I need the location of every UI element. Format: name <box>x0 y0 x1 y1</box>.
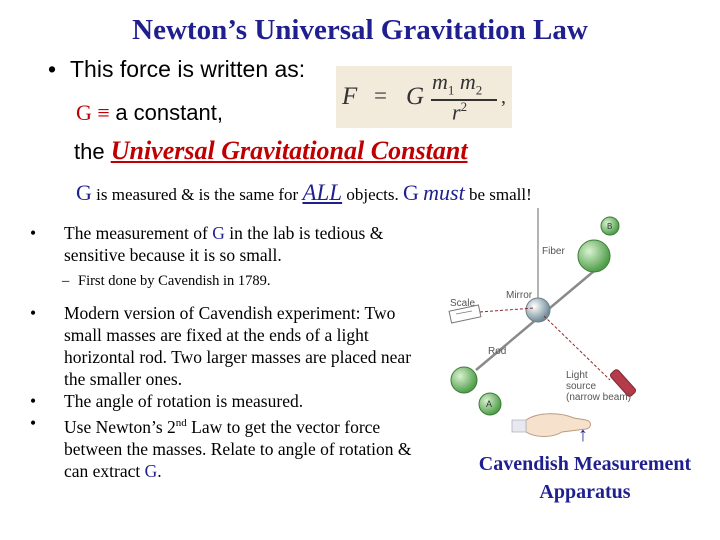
g-symbol-1: G <box>76 180 92 205</box>
label-light-3: (narrow beam) <box>566 392 632 403</box>
sub-list-item <box>30 270 420 292</box>
list-text: The measurement of <box>64 223 208 243</box>
bullet-force-intro <box>48 56 305 83</box>
bullet-marker: • <box>30 303 37 323</box>
mirror <box>526 298 550 322</box>
g-symbol-2: G <box>403 180 419 205</box>
list-item <box>30 412 420 482</box>
ugc-prefix: the <box>74 139 105 164</box>
formula-numerator: $m_1$ $m_2$ <box>432 69 483 98</box>
measured-text-1: is measured & is the same for <box>96 185 299 204</box>
list-item <box>30 222 420 266</box>
large-mass <box>578 240 610 272</box>
formula-comma: , <box>501 86 506 108</box>
label-fiber: Fiber <box>542 246 565 257</box>
ugc-term: Universal Gravitational Constant <box>110 136 468 165</box>
up-arrow-icon: ↑ <box>578 424 588 446</box>
dash-marker: – <box>62 273 70 289</box>
formula-force: F <box>342 83 358 110</box>
label-rod: Rod <box>488 346 507 357</box>
label-mass-a: A <box>486 399 493 409</box>
g-definition-line <box>76 100 223 126</box>
bullet-marker: • <box>30 391 37 411</box>
apparatus-caption <box>462 450 708 506</box>
list-text: . <box>157 460 162 481</box>
gravitation-formula <box>336 66 512 128</box>
ugc-line <box>74 136 468 166</box>
formula-constant: G <box>406 83 425 110</box>
superscript: nd <box>175 417 187 429</box>
list-item <box>30 390 420 412</box>
slide-title: Newton’s Universal Gravitation Law <box>132 14 588 46</box>
measured-text-3: be small! <box>468 185 532 204</box>
large-mass <box>451 367 477 393</box>
label-light-1: Light <box>566 370 588 381</box>
list-text: The angle of rotation is measured. <box>64 391 304 411</box>
list-text: Use Newton’s 2 <box>64 416 176 437</box>
g-symbol: G <box>212 223 225 243</box>
caption-line-1: Cavendish Measurement <box>478 453 692 475</box>
bullet-text: This force is written as: <box>70 56 306 82</box>
sub-list-text: First done by Cavendish in 1789. <box>78 273 271 289</box>
label-mirror: Mirror <box>506 290 533 301</box>
bullet-marker: • <box>30 223 37 243</box>
list-text: Law to get the vector force between the masses. Relate to angle of rotation & can extract <box>64 416 412 481</box>
bullet-marker: • <box>30 413 37 433</box>
formula-denominator: $r^2$ <box>452 99 468 125</box>
g-definition-text: a constant, <box>115 100 223 125</box>
bullet-list <box>30 222 420 482</box>
g-symbol: G <box>76 100 92 125</box>
must-emphasis: must <box>423 180 465 205</box>
list-text: Modern version of Cavendish experiment: Two small masses are fixed at the ends of a light horizontal rod. Two larger masses are placed near the smaller ones. <box>64 303 412 389</box>
label-mass-b: B <box>607 222 613 231</box>
list-text: in the lab is tedious & sensitive because it is so small. <box>64 223 384 265</box>
formula-equals: = <box>374 83 387 108</box>
cavendish-apparatus-diagram <box>442 208 702 448</box>
label-scale: Scale <box>450 298 476 309</box>
caption-line-2: Apparatus <box>539 481 631 503</box>
all-emphasis: ALL <box>302 180 343 205</box>
measured-line <box>76 180 532 206</box>
bullet-marker: • <box>48 56 57 82</box>
identity-symbol: ≡ <box>97 100 110 125</box>
measured-text-2: objects. <box>346 185 399 204</box>
g-symbol: G <box>144 460 158 481</box>
label-light-2: source <box>566 381 597 392</box>
list-item <box>30 302 420 390</box>
